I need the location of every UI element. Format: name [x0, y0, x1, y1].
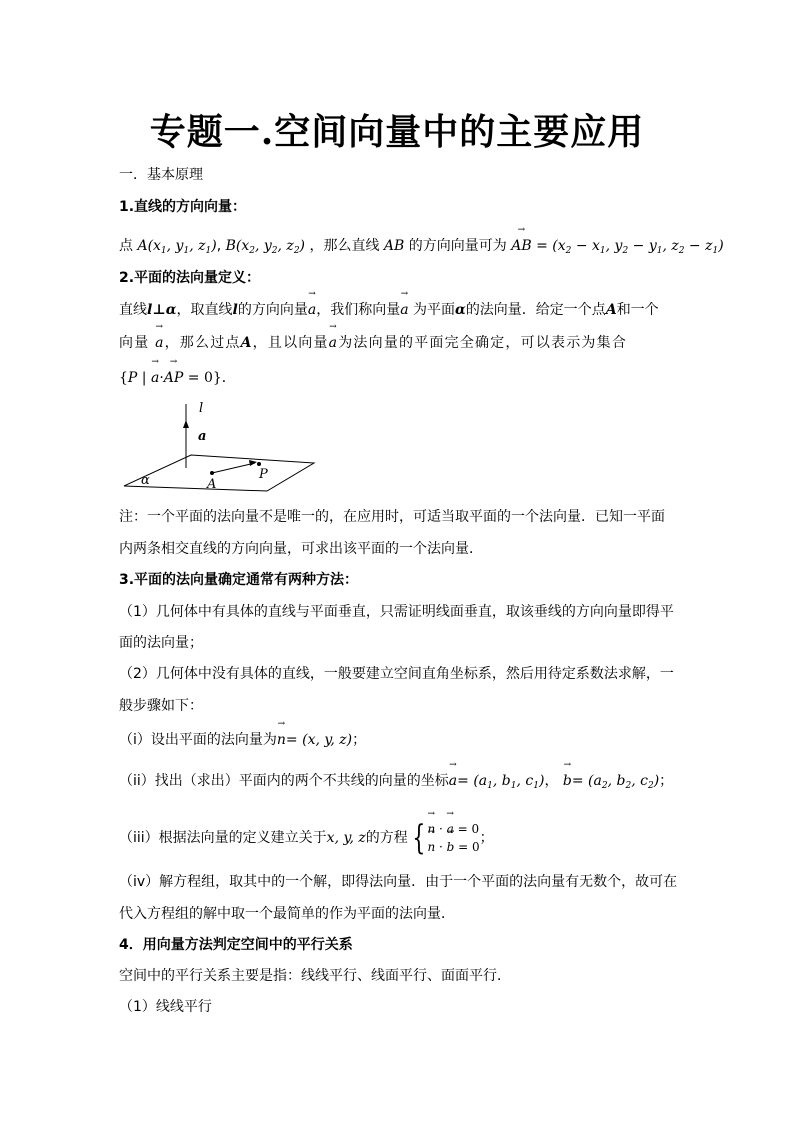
- vector-n: → n: [277, 730, 286, 750]
- segment-AP: [212, 463, 255, 473]
- point-A: $A(x_1$, $y_1$, $z_1$): [137, 238, 217, 256]
- item4-sub1: （1）线线平行: [119, 999, 212, 1015]
- symbol-alpha: α: [455, 302, 466, 318]
- step-iv-line1: （iv）解方程组，取其中的一个解，即得法向量．由于一个平面的法向量有无数个，故可在: [119, 874, 678, 890]
- normal-vector-figure: [119, 398, 319, 494]
- dot: ·: [159, 370, 164, 386]
- text: 向量: [119, 335, 150, 351]
- vector-a: → a: [329, 333, 339, 353]
- vector-b: → b: [563, 771, 572, 791]
- arrow-a-icon: [183, 420, 189, 428]
- eq-zero: = 0: [453, 822, 480, 836]
- item2-line2: [119, 333, 627, 353]
- point-B: $B(x_2$, $y_2$, $z_2$): [225, 238, 306, 256]
- point-P-dot: [257, 462, 261, 466]
- set-P: P: [127, 370, 138, 386]
- item2-line1: [119, 300, 659, 320]
- text: ，取直线: [176, 302, 233, 318]
- text: 和一个: [616, 302, 659, 318]
- label-l: l: [199, 401, 204, 416]
- label-alpha: α: [141, 473, 150, 488]
- vector-AB-expr: = ($x_2 - x_1$, $y_2 - y_1$, $z_2 - z_1$): [536, 238, 724, 256]
- text: ，且以向量: [252, 335, 329, 351]
- text: 的法向量．给定一个点: [465, 302, 606, 318]
- step-ii: [119, 771, 673, 796]
- method1-line1: （1）几何体中有具体的直线与平面垂直，只需证明线面垂直，取该垂线的方向向量即得平: [119, 604, 674, 620]
- set-bar: |: [137, 370, 151, 386]
- text: 的方程: [365, 830, 408, 846]
- vector-a: → a: [449, 771, 457, 791]
- text: 为法向量的平面完全确定，可以表示为集合: [338, 335, 628, 351]
- text: ；: [479, 830, 494, 846]
- label-a: a: [198, 429, 207, 444]
- item2-heading: 2.平面的法向量定义：: [119, 270, 261, 286]
- vector-b-coords: = ($a_2$, $b_2$, $c_2$): [571, 773, 660, 791]
- arrow-AP-icon: [249, 460, 257, 466]
- text: （i）设出平面的法向量为: [119, 732, 277, 748]
- item1-formula-line: 点 $A(x_1$, $y_1$, $z_1$), $B(x_2$, $y_2$, $z_2$) ，那么直线 AB 的方向向量可为 → AB = ($x_2 - x_1$, $y_2 - y_1$, $z_2 - z_1$): [119, 236, 724, 261]
- item1-text-pre: 点: [119, 238, 133, 254]
- dot: ·: [435, 822, 447, 836]
- item4-heading: 4．用向量方法判定空间中的平行关系: [119, 937, 353, 953]
- step-i: [119, 730, 366, 750]
- step-iv-line2: 代入方程组的解中取一个最简单的作为平面的法向量．: [119, 906, 455, 922]
- plane-alpha: [124, 455, 314, 491]
- text: ，那么过点: [164, 335, 241, 351]
- text: （ii）找出（求出）平面内的两个不共线的向量的坐标: [119, 773, 449, 789]
- text: ，: [544, 773, 559, 789]
- item1-heading: 1.直线的方向向量：: [119, 199, 247, 215]
- method2-line1: （2）几何体中没有具体的直线，一般要建立空间直角坐标系，然后用待定系数法求解，一: [119, 666, 674, 682]
- line-AB: AB: [383, 238, 405, 254]
- text: （iii）根据法向量的定义建立关于: [119, 830, 327, 846]
- dot: ·: [435, 840, 447, 854]
- symbol-A: A: [240, 335, 253, 351]
- symbol-A: A: [605, 302, 617, 318]
- vector-a-coords: = ($a_1$, $b_1$, $c_1$): [457, 773, 545, 791]
- vector-a: → a: [447, 820, 454, 838]
- item4-text: 空间中的平行关系主要是指：线线平行、线面平行、面面平行．: [119, 968, 511, 984]
- text: 直线: [119, 302, 147, 318]
- condition-l-perp-alpha: l⊥α: [147, 302, 177, 318]
- vector-AB: → AB: [511, 236, 531, 256]
- set-close: = 0}: [183, 370, 222, 386]
- vector-AP: → AP: [164, 368, 184, 388]
- vector-n: → n: [427, 820, 435, 838]
- variables-xyz: x, y, z: [326, 830, 366, 846]
- item2-set-line: [119, 368, 236, 388]
- page-title: 专题一.空间向量中的主要应用: [149, 111, 645, 153]
- text: ，我们称向量: [316, 302, 401, 318]
- system-brace: {: [412, 818, 426, 858]
- normal-vector-expr: = (x, y, z): [285, 732, 353, 748]
- item1-text-post: 的方向向量可为: [408, 238, 507, 254]
- item1-text-mid: ，那么直线: [309, 238, 380, 254]
- vector-b: → b: [447, 838, 455, 856]
- section-heading-basics: 一．基本原理: [119, 167, 203, 183]
- equation-system: [427, 820, 479, 856]
- method2-line2: 般步骤如下：: [119, 698, 203, 714]
- vector-a: → a: [308, 300, 316, 320]
- vector-a: → a: [151, 368, 159, 388]
- text: ；: [352, 732, 367, 748]
- set-open: {: [119, 370, 128, 386]
- vector-n: → n: [427, 838, 435, 856]
- text: ；: [659, 773, 674, 789]
- period: ．: [221, 370, 236, 386]
- text: 的方向向量: [237, 302, 308, 318]
- point-A-dot: [210, 471, 214, 475]
- method1-line2: 面的法向量；: [119, 635, 203, 651]
- vector-a: → a: [400, 300, 408, 320]
- note-line2: 内两条相交直线的方向向量，可求出该平面的一个法向量．: [119, 541, 483, 557]
- symbol-l: l: [232, 302, 238, 318]
- label-A: A: [207, 477, 217, 492]
- note-line1: 注：一个平面的法向量不是唯一的，在应用时，可适当取平面的一个法向量．已知一平面: [119, 509, 665, 525]
- vector-a: → a: [155, 333, 165, 353]
- label-P: P: [259, 467, 268, 482]
- step-iii: [119, 818, 494, 858]
- item3-heading: 3.平面的法向量确定通常有两种方法：: [119, 572, 359, 588]
- text: 为平面: [413, 302, 456, 318]
- eq-zero: = 0: [454, 840, 480, 854]
